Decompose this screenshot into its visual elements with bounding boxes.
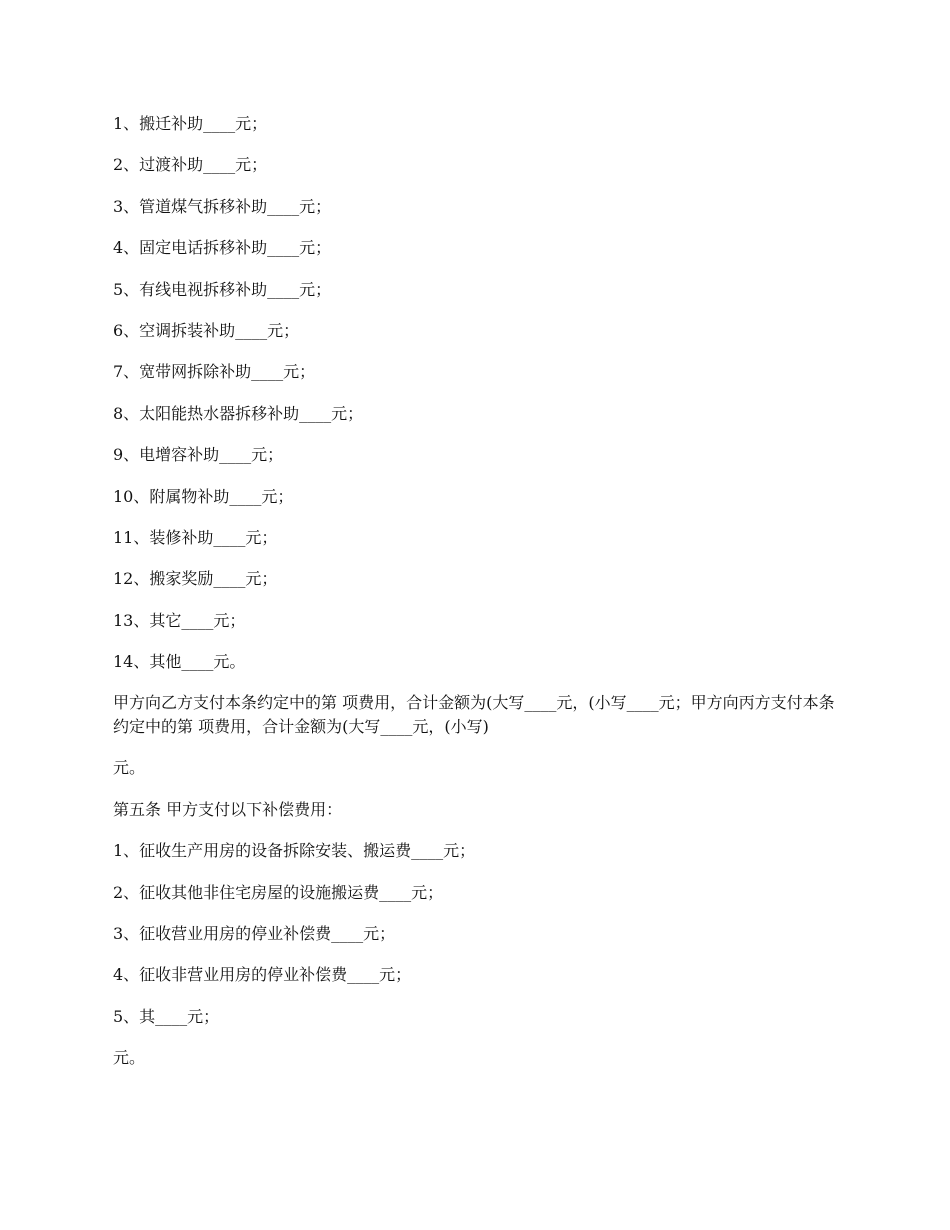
list-item: 2、征收其他非住宅房屋的设施搬运费____元；	[113, 882, 444, 902]
list-item: 10、附属物补助____元；	[113, 486, 294, 506]
list-item: 6、空调拆装补助____元；	[113, 320, 300, 340]
list-item: 5、有线电视拆移补助____元；	[113, 279, 332, 299]
list-item: 4、征收非营业用房的停业补偿费____元；	[113, 965, 412, 985]
list-item: 13、其它____元；	[113, 610, 246, 630]
payment-suffix: 元。	[113, 758, 146, 778]
list-item: 1、搬迁补助____元；	[113, 114, 268, 133]
list-item: 14、其他____元。	[113, 652, 246, 672]
list-item: 9、电增容补助____元；	[113, 445, 284, 465]
payment-paragraph: 甲方向乙方支付本条约定中的第 项费用，合计金额为(大写____元，(小写____元；甲方向丙方支付本条约定中的第 项费用，合计金额为(大写____元，(小写)	[113, 693, 835, 737]
article-5-heading: 第五条 甲方支付以下补偿费用：	[113, 799, 343, 819]
document-page	[113, 112, 843, 1070]
list-item: 12、搬家奖励____元；	[113, 569, 278, 589]
list-item: 3、管道煤气拆移补助____元；	[113, 196, 332, 216]
list-item: 1、征收生产用房的设备拆除安装、搬运费____元；	[113, 841, 476, 861]
list-item: 8、太阳能热水器拆移补助____元；	[113, 403, 364, 423]
list-item: 3、征收营业用房的停业补偿费____元；	[113, 924, 396, 944]
article-5-suffix: 元。	[113, 1048, 146, 1068]
list-item: 2、过渡补助____元；	[113, 155, 268, 175]
list-item: 4、固定电话拆移补助____元；	[113, 238, 332, 258]
list-item: 5、其____元；	[113, 1006, 220, 1026]
list-item: 11、装修补助____元；	[113, 527, 278, 547]
list-item: 7、宽带网拆除补助____元；	[113, 362, 316, 382]
